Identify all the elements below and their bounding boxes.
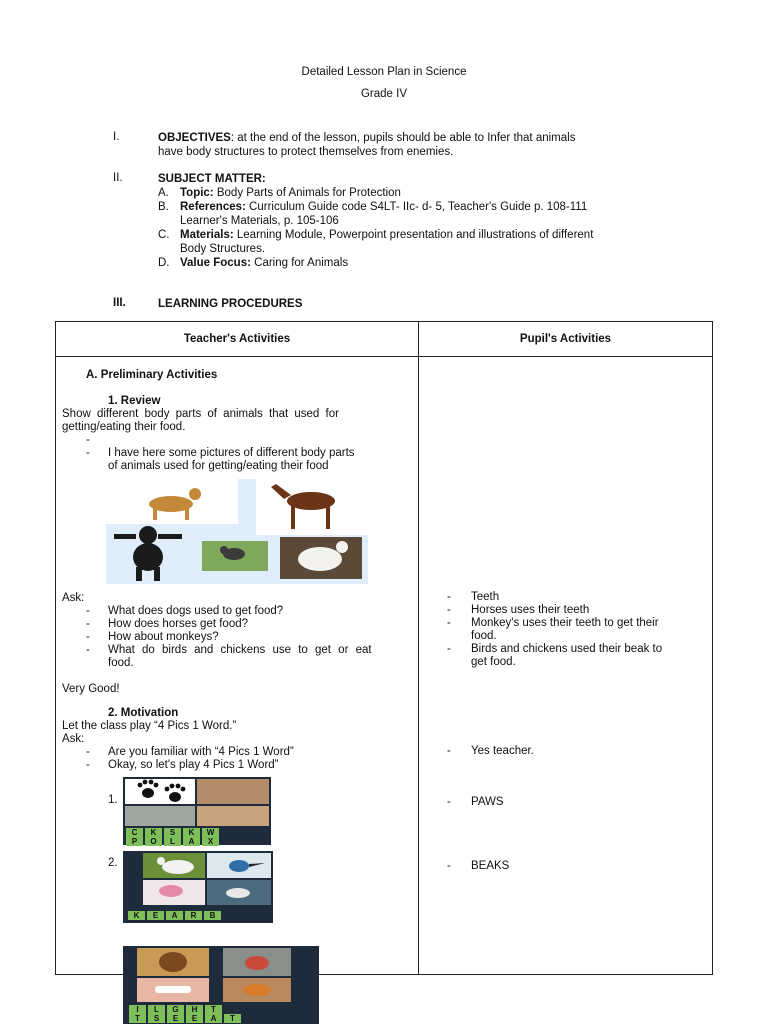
question-birds-2: food. — [108, 657, 134, 669]
dash-bullet: - — [86, 759, 90, 771]
puzzle-3-letters-bottom — [129, 1014, 241, 1023]
letter-tile[interactable]: K — [128, 911, 145, 920]
motivation-question-2: Okay, so let's play 4 Pics 1 Word” — [108, 759, 279, 771]
subject-matter-label: SUBJECT MATTER: — [158, 173, 266, 185]
letter-tile[interactable]: E — [167, 1014, 184, 1023]
pupil-activities-header: Pupil's Activities — [419, 322, 713, 357]
letter-tile[interactable]: P — [126, 837, 143, 846]
letter-tile[interactable]: E — [147, 911, 164, 920]
fox-icon — [243, 984, 271, 996]
ask-label: Ask: — [62, 592, 85, 604]
letter-tile[interactable]: G — [167, 1005, 184, 1014]
teeth-pictures — [123, 946, 319, 1004]
objectives-label: OBJECTIVES — [158, 132, 231, 144]
activities-table — [55, 321, 713, 975]
letter-tile[interactable]: I — [129, 1005, 146, 1014]
review-heading: 1. Review — [108, 395, 161, 407]
spoonbill-icon — [159, 885, 183, 897]
ask-label: Ask: — [62, 733, 85, 745]
letter-tile[interactable]: C — [126, 828, 143, 837]
procedures-label: LEARNING PROCEDURES — [158, 298, 303, 310]
letter-tile[interactable]: O — [145, 837, 162, 846]
letter-tile[interactable]: L — [148, 1005, 165, 1014]
intro-line-2: of animals used for getting/eating their food — [108, 460, 329, 472]
answer-birds-1: Birds and chickens used their beak to — [471, 643, 663, 655]
intro-line-1: I have here some pictures of different body parts — [108, 447, 355, 459]
tiger-mouth-icon — [245, 956, 269, 970]
dash-bullet: - — [86, 605, 90, 617]
letter-tile[interactable]: K — [183, 828, 200, 837]
question-monkeys: How about monkeys? — [108, 631, 219, 643]
teacher-activities-cell — [56, 357, 419, 975]
letter-tile[interactable]: H — [186, 1005, 203, 1014]
letter-tile[interactable]: A — [205, 1014, 222, 1023]
answer-horses: Horses uses their teeth — [471, 604, 590, 616]
dash-bullet: - — [86, 618, 90, 630]
letter-tile[interactable]: A — [166, 911, 183, 920]
letter-tile[interactable]: T — [129, 1014, 146, 1023]
objectives-text-1: : at the end of the lesson, pupils should be able to Infer that animals — [230, 132, 576, 144]
question-dogs: What does dogs used to get food? — [108, 605, 284, 617]
roman-numeral-iii: III. — [113, 297, 126, 309]
letter-tile[interactable]: S — [148, 1014, 165, 1023]
beaks-pictures — [123, 851, 273, 907]
puzzle-1-letters-top — [126, 828, 219, 837]
heron-icon — [226, 888, 250, 898]
paws-pictures — [123, 777, 271, 827]
objectives-text-2: have body structures to protect themselves from enemies. — [158, 146, 454, 158]
objectives-section — [158, 131, 688, 159]
dash-bullet: - — [447, 745, 451, 757]
animals-collage-image — [106, 479, 368, 584]
preliminary-activities-heading: A. Preliminary Activities — [86, 369, 218, 381]
roman-numeral-i: I. — [113, 131, 120, 143]
answer-beaks: BEAKS — [471, 860, 510, 872]
letter-tile[interactable]: E — [186, 1014, 203, 1023]
letter-tile[interactable]: S — [164, 828, 181, 837]
motivation-question-1: Are you familiar with “4 Pics 1 Word” — [108, 746, 294, 758]
dash-bullet: - — [86, 434, 90, 446]
letter-tile[interactable]: W — [202, 828, 219, 837]
answer-monkeys-1: Monkey's uses their teeth to get their — [471, 617, 659, 629]
motivation-line: Let the class play “4 Pics 1 Word.” — [62, 720, 237, 732]
document-title: Detailed Lesson Plan in Science — [301, 66, 467, 78]
dash-bullet: - — [447, 617, 451, 629]
puzzle-1-number: 1. — [108, 794, 118, 806]
puzzle-3-image — [123, 946, 319, 1024]
question-horses: How does horses get food? — [108, 618, 249, 630]
puzzle-2-image — [123, 851, 273, 923]
dash-bullet: - — [86, 447, 90, 459]
motivation-heading: 2. Motivation — [108, 707, 179, 719]
smile-teeth-icon — [155, 986, 191, 993]
dash-bullet: - — [86, 644, 90, 656]
dash-bullet: - — [447, 796, 451, 808]
review-line-2: getting/eating their food. — [62, 421, 186, 433]
very-good-text: Very Good! — [62, 683, 120, 695]
letter-tile[interactable]: L — [164, 837, 181, 846]
question-birds-1: What do birds and chickens use to get or eat — [108, 644, 372, 656]
puzzle-2-number: 2. — [108, 857, 118, 869]
letter-tile[interactable]: T — [224, 1014, 241, 1023]
roman-numeral-ii: II. — [113, 172, 123, 184]
letter-tile[interactable]: A — [183, 837, 200, 846]
answer-birds-2: get food. — [471, 656, 516, 668]
dash-bullet: - — [86, 746, 90, 758]
giraffe-icon — [159, 952, 187, 972]
dash-bullet: - — [86, 631, 90, 643]
answer-yes-teacher: Yes teacher. — [471, 745, 534, 757]
puzzle-2-letters — [128, 911, 221, 920]
grade-label: Grade IV — [360, 88, 408, 100]
pupil-activities-cell — [419, 357, 713, 975]
letter-tile[interactable]: T — [205, 1005, 222, 1014]
answer-teeth: Teeth — [471, 591, 500, 603]
teacher-activities-header: Teacher's Activities — [56, 322, 419, 357]
letter-tile[interactable]: B — [204, 911, 221, 920]
dash-bullet: - — [447, 860, 451, 872]
answer-monkeys-2: food. — [471, 630, 497, 642]
dash-bullet: - — [447, 604, 451, 616]
puzzle-1-image — [123, 777, 271, 845]
letter-tile[interactable]: K — [145, 828, 162, 837]
letter-tile[interactable]: R — [185, 911, 202, 920]
letter-tile[interactable]: X — [202, 837, 219, 846]
dash-bullet: - — [447, 591, 451, 603]
puzzle-1-letters-bottom — [126, 837, 219, 846]
puzzle-3-letters-top — [129, 1005, 222, 1014]
dash-bullet: - — [447, 643, 451, 655]
answer-paws: PAWS — [471, 796, 504, 808]
review-line-1: Show different body parts of animals that used for — [62, 408, 339, 420]
